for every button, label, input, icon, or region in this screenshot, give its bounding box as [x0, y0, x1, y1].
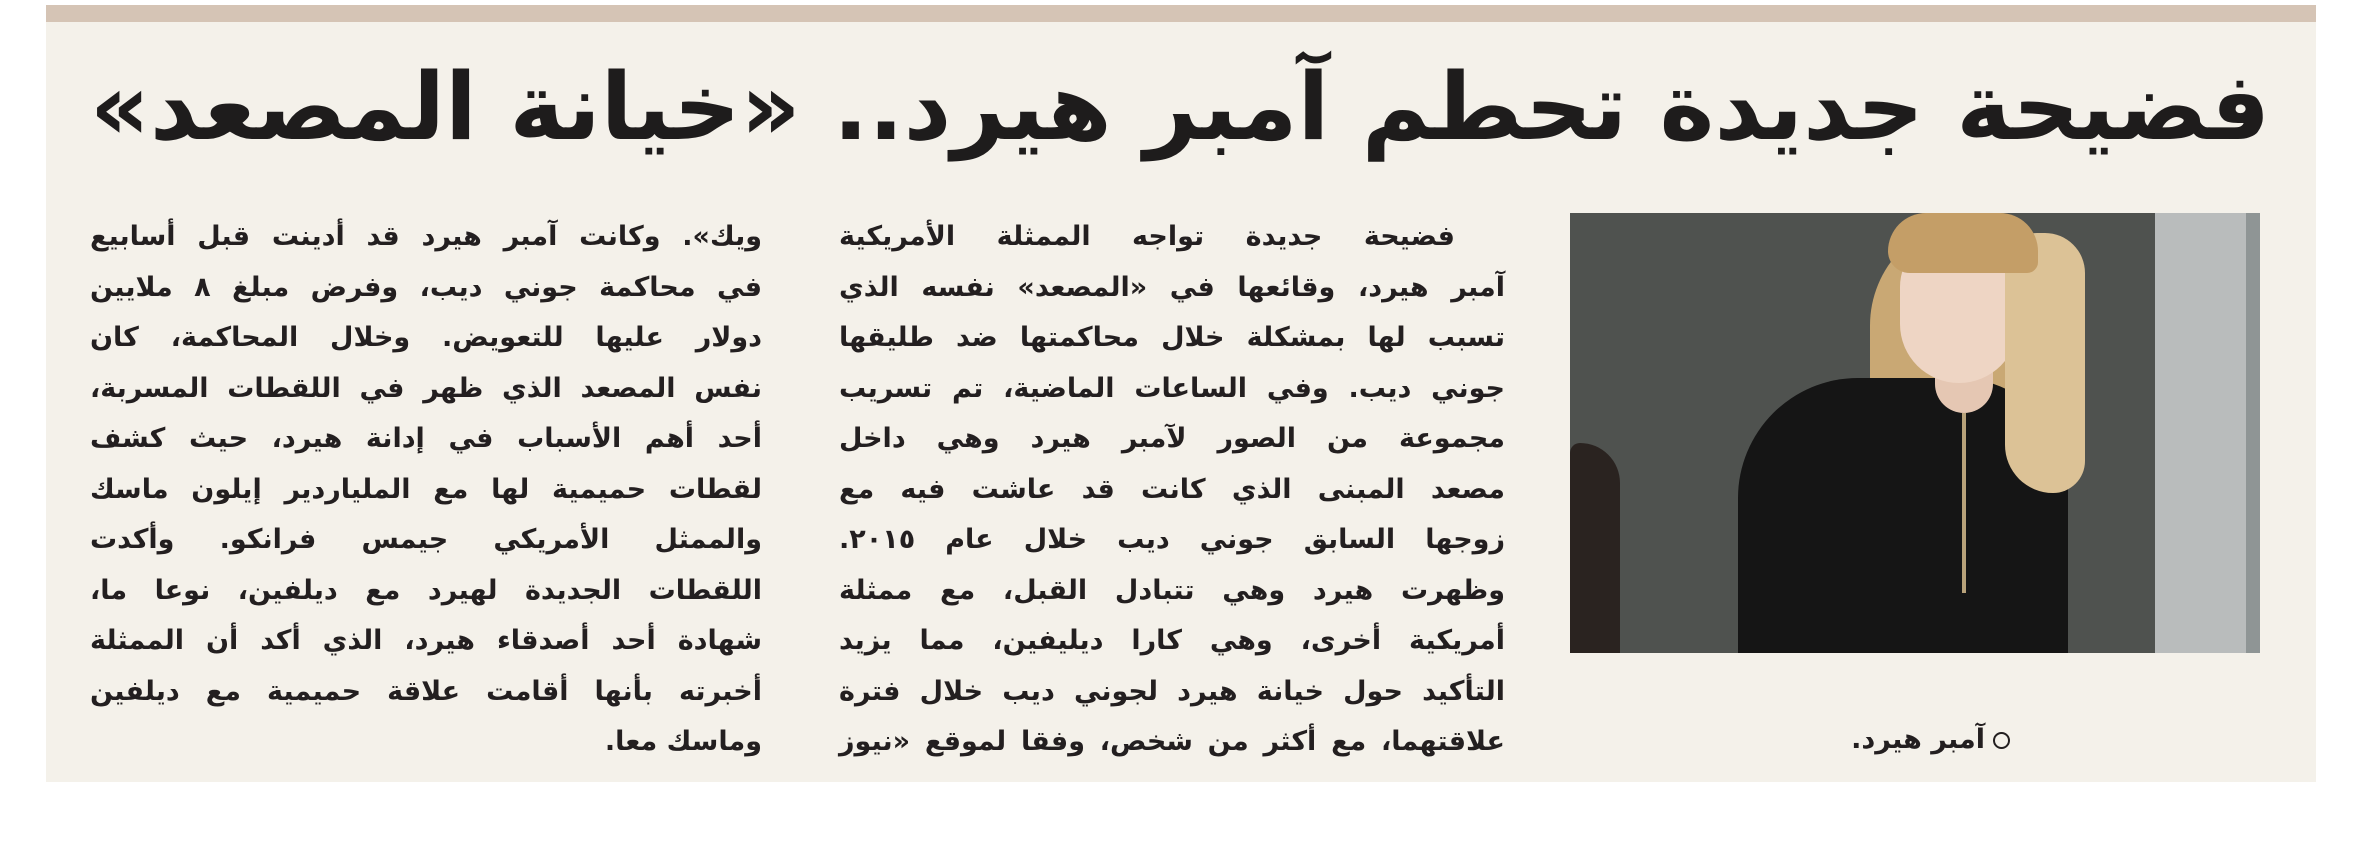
paragraph-line: تسبب لها بمشكلة خلال محاكمتها ضد طليقها [839, 322, 1505, 353]
paragraph-line: نفس المصعد الذي ظهر في اللقطات المسربة، [90, 372, 762, 404]
paragraph-line: فضيحة جديدة تواجه الممثلة الأمريكية [839, 221, 1455, 252]
photo-caption [1590, 718, 2010, 762]
paragraph-line: لقطات حميمية لها مع الملياردير إيلون ماسك [90, 473, 762, 505]
paragraph-line: اللقطات الجديدة لهيرد مع ديلفين، نوعا ما، [90, 574, 762, 606]
photo-wall-edge [2246, 213, 2260, 653]
paragraph-line: مجموعة من الصور لآمبر هيرد وهي داخل [839, 423, 1505, 454]
paragraph-line: التأكيد حول خيانة هيرد لجوني ديب خلال فترة [839, 675, 1505, 707]
top-rule [46, 5, 2316, 22]
paragraph-line: شهادة أحد أصدقاء هيرد، الذي أكد أن الممثلة [90, 625, 762, 656]
paragraph-line: زوجها السابق جوني ديب خلال عام ٢٠١٥. [839, 524, 1505, 555]
paragraph-line: أمريكية أخرى، وهي كارا ديليفين، مما يزيد [839, 625, 1505, 656]
paragraph-line: وظهرت هيرد وهي تتبادل القبل، مع ممثلة [839, 574, 1505, 606]
paragraph-line: وماسك معا. [604, 726, 762, 757]
paragraph-line: جوني ديب. وفي الساعات الماضية، تم تسريب [839, 372, 1505, 404]
photo-hair-front [1888, 213, 2038, 273]
paragraph-line: أحد أهم الأسباب في إدانة هيرد، حيث كشف [90, 423, 762, 454]
headline: فضيحة جديدة تحطم آمبر هيرد.. «خيانة المصعد» [89, 53, 2271, 161]
paragraph-line: أخبرته بأنها أقامت علاقة حميمية مع ديلفين [90, 675, 762, 707]
paragraph-line: علاقتهما، مع أكثر من شخص، وفقا لموقع «نيوز [839, 726, 1505, 757]
paragraph-line: ويك». وكانت آمبر هيرد قد أدينت قبل أسابيع [90, 221, 762, 252]
article-column-left [90, 212, 762, 766]
paragraph-line: والممثل الأمريكي جيمس فرانكو. وأكدت [90, 524, 762, 555]
caption-bullet-icon [1993, 732, 2010, 749]
article-column-right [839, 212, 1505, 766]
paragraph-line: مصعد المبنى الذي كانت قد عاشت فيه مع [839, 473, 1505, 505]
paragraph-line: دولار عليها للتعويض. وخلال المحاكمة، كان [90, 322, 762, 353]
caption-text: آمبر هيرد. [1851, 724, 1985, 755]
photo-wall [2155, 213, 2260, 653]
paragraph-line: آمبر هيرد، وقائعها في «المصعد» نفسه الذي [839, 271, 1505, 303]
photo-necklace [1962, 413, 1966, 593]
photo-background-figure [1570, 443, 1620, 653]
paragraph-line: في محاكمة جوني ديب، وفرض مبلغ ٨ ملايين [90, 271, 763, 303]
article-photo [1570, 213, 2260, 653]
